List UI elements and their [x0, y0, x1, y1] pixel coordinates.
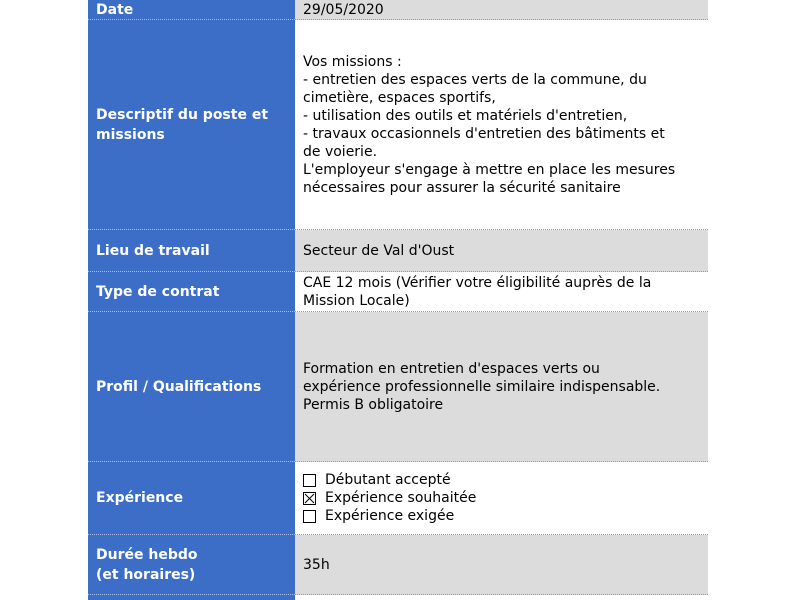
- option-label: Expérience souhaitée: [325, 490, 477, 506]
- description-value: [295, 20, 708, 230]
- row-date: [88, 0, 708, 20]
- description-line: - entretien des espaces verts de la commune, du: [303, 71, 647, 88]
- profile-line: Formation en entretien d'espaces verts ou: [303, 360, 600, 377]
- checkbox: [303, 474, 316, 487]
- contract-line: CAE 12 mois (Vérifier votre éligibilité auprès de la: [303, 274, 652, 291]
- next-label: [88, 595, 295, 600]
- row-next: [88, 595, 708, 600]
- profile-line: Permis B obligatoire: [303, 396, 444, 413]
- description-line: Vos missions :: [303, 53, 402, 70]
- description-line: nécessaires pour assurer la sécurité sanitaire: [303, 179, 621, 196]
- description-line: cimetière, espaces sportifs,: [303, 89, 496, 106]
- experience-options: [295, 462, 708, 535]
- row-hours: [88, 535, 708, 595]
- cross-icon: [304, 493, 315, 504]
- row-contract: [88, 272, 708, 312]
- contract-line: Mission Locale): [303, 292, 410, 309]
- hours-value: 35h: [295, 535, 708, 595]
- checkbox-checked: [303, 492, 316, 505]
- description-line: - utilisation des outils et matériels d'entretien,: [303, 107, 628, 124]
- row-location: [88, 230, 708, 272]
- next-value: [295, 595, 708, 600]
- hours-label: [88, 535, 295, 595]
- checkbox: [303, 510, 316, 523]
- description-line: - travaux occasionnels d'entretien des bâtiments et: [303, 125, 665, 142]
- profile-value: [295, 312, 708, 462]
- experience-option-desired: [303, 489, 476, 507]
- contract-value: [295, 272, 708, 312]
- profile-label: Profil / Qualifications: [88, 312, 295, 462]
- experience-option-beginner: [303, 471, 476, 489]
- description-line: L'employeur s'engage à mettre en place les mesures: [303, 161, 676, 178]
- profile-line: expérience professionnelle similaire indispensable.: [303, 378, 661, 395]
- row-description: [88, 20, 708, 230]
- hours-label-line: (et horaires): [96, 566, 196, 583]
- option-label: Débutant accepté: [325, 472, 451, 488]
- location-value: Secteur de Val d'Oust: [295, 230, 708, 272]
- date-value: 29/05/2020: [295, 0, 708, 20]
- row-experience: [88, 462, 708, 535]
- option-label: Expérience exigée: [325, 508, 455, 524]
- description-line: de voierie.: [303, 143, 378, 160]
- experience-label: Expérience: [88, 462, 295, 535]
- description-label: Descriptif du poste et missions: [88, 20, 295, 230]
- hours-label-line: Durée hebdo: [96, 546, 198, 563]
- row-profile: [88, 312, 708, 462]
- location-label: Lieu de travail: [88, 230, 295, 272]
- contract-label: Type de contrat: [88, 272, 295, 312]
- date-label: Date: [88, 0, 295, 20]
- experience-option-required: [303, 507, 476, 525]
- job-offer-table: [88, 0, 708, 600]
